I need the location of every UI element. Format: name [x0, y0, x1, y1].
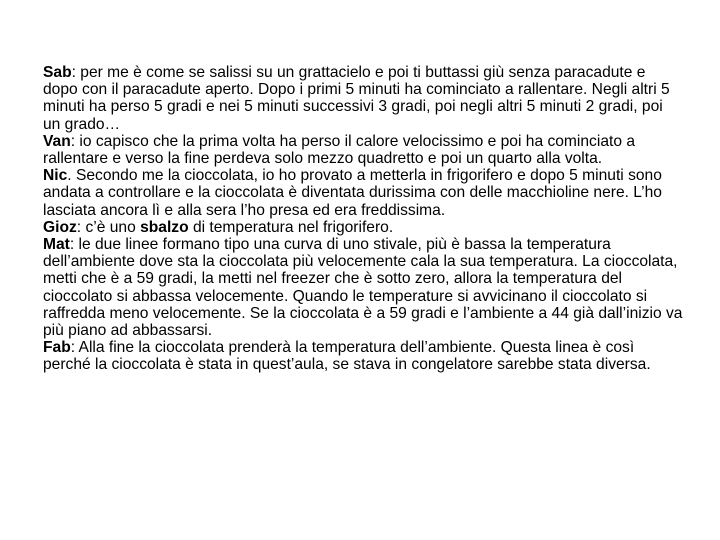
paragraph-sab — [43, 64, 683, 133]
paragraph-text: : le due linee formano tipo una curva di uno stivale, più è bassa la temperatura dell’ambiente dove sta la cioccolata più velocemente cala la sua temperatura. La cioccolata, metti che è a 59 gradi, la metti nel freezer che è sotto zero, allora la temperatura del cioccolato si abbassa velocemente. Quando le temperature si avvicinano il cioccolato si raffredda meno velocemente. Se la cioccolata è a 59 gradi e l’ambiente a 44 già dall’inizio va più piano ad abbassarsi. — [43, 236, 683, 340]
paragraph-text: : c’è uno — [76, 218, 141, 236]
paragraph-nic — [43, 167, 683, 219]
speaker-name: Gioz — [43, 218, 77, 236]
paragraph-text: . Secondo me la cioccolata, io ho provato a metterla in frigorifero e dopo 5 minuti sono andata a controllare e la cioccolata è diventata durissima con delle macchioline nere. L’ho lasciata ancora lì e alla sera l’ho presa ed era freddissima. — [43, 167, 662, 219]
speaker-name: Sab — [43, 64, 72, 81]
paragraph-gioz — [43, 219, 683, 236]
speaker-name: Mat — [43, 236, 70, 254]
speaker-name: Fab — [43, 339, 71, 357]
paragraph-text: di temperatura nel frigorifero. — [188, 218, 394, 236]
speaker-name: Nic — [43, 167, 68, 185]
paragraph-text: : per me è come se salissi su un grattacielo e poi ti buttassi giù senza paracadute e dopo con il paracadute aperto. Dopo i primi 5 minuti ha cominciato a rallentare. Negli altri 5 minuti ha perso 5 gradi e nei 5 minuti successivi 3 gradi, poi negli altri 5 minuti 2 gradi, poi un grado… — [43, 64, 670, 133]
paragraph-mat — [43, 236, 683, 339]
emphasized-word: sbalzo — [140, 218, 189, 236]
paragraph-text: : Alla fine la cioccolata prenderà la temperatura dell’ambiente. Questa linea è così perché la cioccolata è stata in quest’aula, se stava in congelatore sarebbe stata diversa. — [43, 339, 651, 374]
transcript — [43, 64, 683, 374]
paragraph-text: : io capisco che la prima volta ha perso il calore velocissimo e poi ha cominciato a rallentare e verso la fine perdeva solo mezzo quadretto e poi un quarto alla volta. — [43, 132, 635, 168]
speaker-name: Van — [43, 132, 71, 150]
paragraph-fab — [43, 339, 683, 373]
paragraph-van — [43, 133, 683, 167]
